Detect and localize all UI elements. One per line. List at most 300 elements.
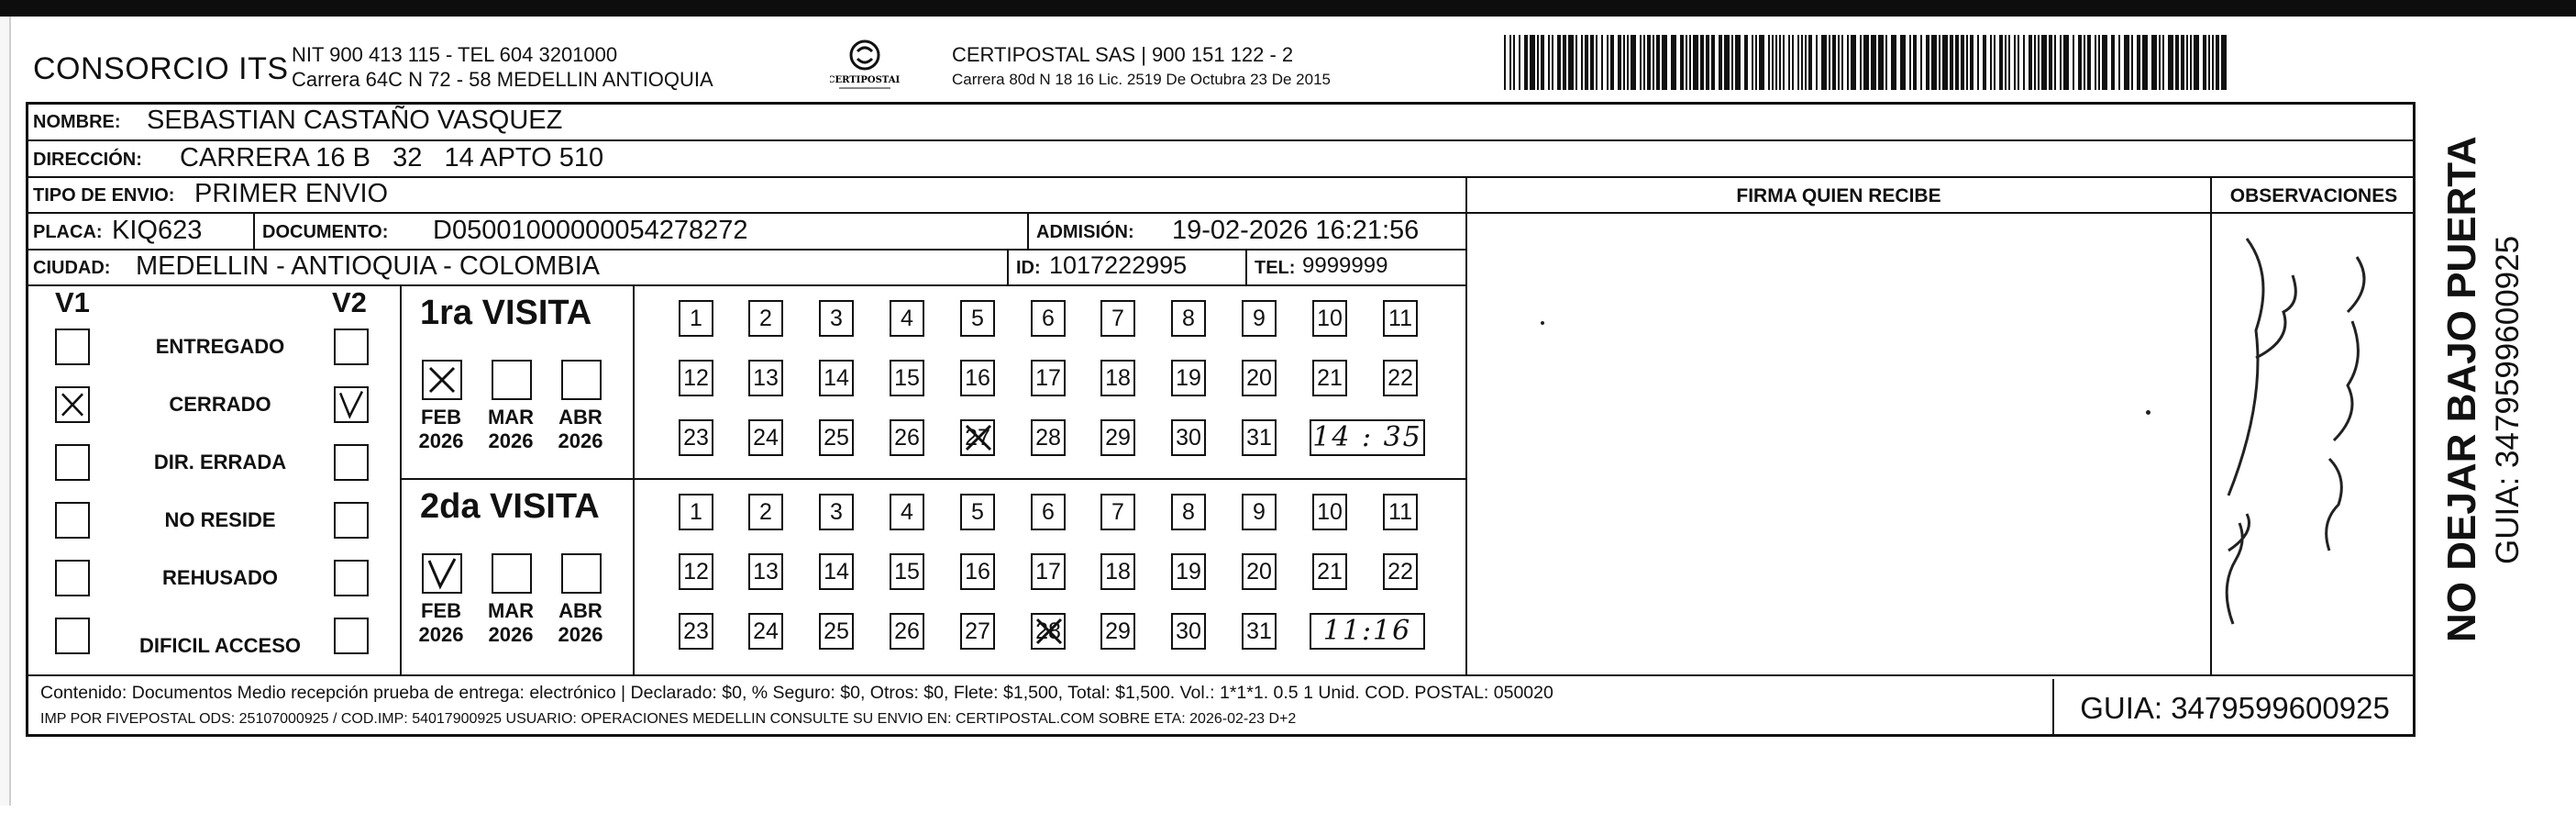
barcode-bar — [1656, 35, 1660, 90]
month-year: 2026 — [418, 429, 464, 452]
barcode-bar — [2087, 35, 2091, 90]
v1-checkbox[interactable] — [55, 560, 90, 596]
ciudad-label: CIUDAD: — [33, 258, 111, 278]
admission-datetime: 19-02-2026 16:21:56 — [1172, 216, 1420, 245]
signature-column-header: FIRMA QUIEN RECIBE — [1736, 185, 1941, 206]
rule — [26, 674, 2416, 676]
month-name: MAR — [487, 599, 535, 622]
barcode-bar — [2078, 35, 2082, 90]
observations-column-header: OBSERVACIONES — [2229, 185, 2398, 206]
day-box[interactable] — [1242, 613, 1277, 650]
barcode-bar — [2102, 35, 2107, 90]
barcode-bar — [2111, 35, 2115, 90]
day-number: 4 — [901, 306, 913, 331]
day-box[interactable] — [1171, 553, 1206, 590]
barcode-bar — [1983, 35, 1986, 90]
rule — [253, 212, 255, 249]
day-number: 1 — [690, 306, 702, 331]
status-label: DIR. ERRADA — [153, 451, 287, 473]
visit-time: 14 : 35 — [1310, 419, 1425, 456]
day-number: 23 — [683, 618, 709, 644]
day-box[interactable] — [1312, 494, 1347, 530]
id-label: ID: — [1016, 258, 1041, 278]
barcode-bar — [2175, 35, 2179, 90]
day-number: 26 — [894, 425, 920, 451]
day-number: 28 — [1035, 618, 1061, 644]
rule — [26, 212, 1465, 214]
day-box[interactable] — [679, 613, 713, 650]
day-box[interactable] — [1383, 494, 1418, 530]
day-number: 11 — [1388, 306, 1412, 331]
day-box[interactable] — [960, 613, 995, 650]
barcode-bar — [1977, 35, 1979, 90]
day-box[interactable] — [679, 494, 713, 530]
barcode-bar — [2095, 35, 2096, 90]
barcode-bar — [1860, 35, 1862, 90]
day-box[interactable] — [960, 360, 995, 396]
day-box[interactable] — [1383, 300, 1418, 337]
barcode-bar — [1913, 35, 1917, 90]
day-number: 13 — [753, 365, 779, 391]
day-number: 17 — [1035, 559, 1061, 585]
barcode-bar — [1779, 35, 1781, 90]
month-name: MAR — [487, 406, 535, 429]
barcode-bar — [2038, 35, 2040, 90]
recipient-address: CARRERA 16 B 32 14 APTO 510 — [180, 143, 604, 173]
barcode-bar — [1797, 35, 1799, 90]
day-box[interactable] — [1100, 613, 1135, 650]
day-number: 1 — [690, 499, 702, 525]
barcode-bar — [2041, 35, 2047, 90]
day-box[interactable] — [748, 494, 783, 530]
barcode-bar — [1970, 35, 1973, 90]
nit-line: NIT 900 413 115 - TEL 604 3201000 — [292, 43, 618, 66]
month-checkbox[interactable] — [422, 360, 462, 400]
barcode-bar — [1731, 35, 1733, 90]
day-box[interactable] — [960, 494, 995, 530]
barcode-bar — [1885, 35, 1887, 90]
barcode-bar — [1961, 35, 1964, 90]
day-box[interactable] — [960, 419, 995, 456]
day-number: 22 — [1388, 559, 1413, 585]
barcode-bar — [1788, 35, 1790, 90]
barcode-bar — [1990, 35, 1992, 90]
v1-checkbox[interactable] — [55, 386, 90, 423]
barcode-bar — [1926, 35, 1929, 90]
barcode-bar — [1724, 35, 1730, 90]
month-name: FEB — [421, 599, 461, 622]
company-info — [292, 42, 713, 97]
day-box[interactable] — [1312, 553, 1347, 590]
barcode-bar — [2194, 35, 2199, 90]
barcode-bar — [1821, 35, 1827, 90]
day-number: 25 — [824, 425, 849, 451]
day-box[interactable] — [1100, 300, 1135, 337]
day-cross-mark — [1031, 613, 1067, 651]
day-box[interactable] — [890, 419, 924, 456]
day-number: 19 — [1176, 365, 1201, 391]
barcode-bar — [2186, 35, 2188, 90]
month-year: 2026 — [558, 623, 603, 646]
day-number: 19 — [1176, 559, 1201, 585]
month-label — [409, 599, 473, 647]
day-box[interactable] — [1312, 300, 1347, 337]
barcode-bar — [1647, 35, 1651, 90]
barcode-bar — [1509, 35, 1511, 90]
barcode-bar — [1829, 35, 1830, 90]
barcode-bar — [1994, 35, 1996, 90]
rule — [26, 249, 1465, 251]
barcode-bar — [1610, 35, 1614, 90]
barcode-bar — [1627, 35, 1629, 90]
day-number: 15 — [894, 365, 920, 391]
day-box[interactable] — [1171, 613, 1206, 650]
day-number: 16 — [965, 365, 990, 391]
barcode-bar — [2118, 35, 2120, 90]
barcode-bar — [1900, 35, 1906, 90]
day-box[interactable] — [1242, 553, 1277, 590]
month-checkbox[interactable] — [561, 553, 602, 594]
day-box[interactable] — [1031, 613, 1066, 650]
day-box[interactable] — [1171, 494, 1206, 530]
day-number: 15 — [894, 559, 920, 585]
barcode-bar — [1775, 35, 1777, 90]
barcode-bar — [1680, 35, 1684, 90]
v2-checkbox[interactable] — [334, 618, 369, 654]
barcode-bar — [1847, 35, 1849, 90]
day-box[interactable] — [1031, 300, 1066, 337]
day-number: 18 — [1105, 365, 1131, 391]
barcode-bar — [1643, 35, 1645, 90]
barcode-bar — [2023, 35, 2025, 90]
day-box[interactable] — [819, 553, 854, 590]
day-box[interactable] — [819, 360, 854, 396]
v1-checkbox[interactable] — [55, 444, 90, 481]
ink-dot — [1541, 321, 1544, 325]
barcode-bar — [2137, 35, 2140, 90]
day-number: 29 — [1105, 425, 1131, 451]
v2-checkbox[interactable] — [334, 502, 369, 539]
day-number: 7 — [1111, 306, 1124, 331]
day-box[interactable] — [1100, 360, 1135, 396]
barcode-bar — [1752, 35, 1753, 90]
day-number: 10 — [1317, 306, 1343, 331]
day-number: 30 — [1176, 425, 1201, 451]
day-box[interactable] — [1312, 360, 1347, 396]
barcode-bar — [1838, 35, 1840, 90]
month-checkbox[interactable] — [561, 360, 602, 400]
day-box[interactable] — [960, 553, 995, 590]
barcode-bar — [1618, 35, 1621, 90]
day-number: 4 — [901, 499, 913, 525]
day-box[interactable] — [748, 300, 783, 337]
barcode-bar — [1735, 35, 1741, 90]
day-number: 9 — [1253, 499, 1266, 525]
month-year: 2026 — [488, 429, 534, 452]
courier-info — [952, 42, 1331, 97]
v2-checkbox[interactable] — [334, 560, 369, 596]
day-box[interactable] — [1031, 419, 1066, 456]
month-year: 2026 — [418, 623, 464, 646]
barcode-bar — [1706, 35, 1709, 90]
day-number: 18 — [1105, 559, 1131, 585]
month-checkbox[interactable] — [422, 553, 462, 594]
barcode-bar — [1744, 35, 1748, 90]
day-box[interactable] — [1100, 419, 1135, 456]
barcode-bar — [1530, 35, 1535, 90]
day-box[interactable] — [1242, 494, 1277, 530]
barcode-bar — [1596, 35, 1598, 90]
barcode-bar — [1955, 35, 1959, 90]
rule — [26, 284, 1465, 286]
barcode-bar — [1640, 35, 1642, 90]
barcode-bar — [2073, 35, 2074, 90]
rule — [1027, 212, 1029, 249]
day-box[interactable] — [819, 494, 854, 530]
top-border — [0, 0, 2576, 17]
day-box[interactable] — [890, 300, 924, 337]
barcode-bar — [1942, 35, 1948, 90]
day-box[interactable] — [1100, 494, 1135, 530]
day-number: 30 — [1176, 618, 1201, 644]
day-box[interactable] — [1383, 553, 1418, 590]
day-box[interactable] — [1242, 419, 1277, 456]
day-box[interactable] — [748, 360, 783, 396]
plate-value: KIQ623 — [112, 216, 203, 245]
day-number: 27 — [965, 618, 990, 644]
day-number: 28 — [1035, 425, 1061, 451]
day-number: 8 — [1182, 306, 1195, 331]
visit-time: 11:16 — [1310, 613, 1425, 650]
shipment-type: PRIMER ENVIO — [194, 179, 389, 208]
barcode-bar — [1585, 35, 1588, 90]
day-box[interactable] — [890, 613, 924, 650]
day-box[interactable] — [679, 553, 713, 590]
id-value: 1017222995 — [1049, 251, 1188, 279]
barcode-bar — [2063, 35, 2069, 90]
barcode-bar — [2054, 35, 2056, 90]
day-number: 12 — [683, 365, 709, 391]
side-tracking-number: GUIA: 3479599600925 — [2490, 235, 2526, 564]
barcode-bar — [2014, 35, 2016, 90]
tipo-envio-label: TIPO DE ENVIO: — [33, 185, 175, 206]
barcode-bar — [1805, 35, 1807, 90]
v1-checkbox[interactable] — [55, 618, 90, 654]
month-name: FEB — [421, 406, 461, 429]
placa-label: PLACA: — [33, 222, 103, 242]
barcode-bar — [1575, 35, 1577, 90]
barcode-bar — [1671, 35, 1676, 90]
month-label — [548, 599, 613, 647]
tel-value: 9999999 — [1302, 253, 1388, 278]
month-label — [409, 406, 473, 453]
rule — [26, 176, 2416, 178]
barcode-bar — [1601, 35, 1603, 90]
day-box[interactable] — [1100, 553, 1135, 590]
barcode-bar — [1590, 35, 1594, 90]
barcode-bar — [2151, 35, 2157, 90]
day-number: 3 — [830, 499, 843, 525]
day-box[interactable] — [679, 419, 713, 456]
day-box[interactable] — [960, 300, 995, 337]
barcode-bar — [2216, 35, 2219, 90]
barcode-bar — [1871, 35, 1876, 90]
visit-title: 2da VISITA — [420, 487, 600, 526]
no-dejar-bajo-puerta: NO DEJAR BAJO PUERTA — [2439, 136, 2484, 642]
barcode-bar — [2203, 35, 2206, 90]
month-year: 2026 — [558, 429, 603, 452]
barcode-bar — [1519, 35, 1520, 90]
day-number: 31 — [1246, 425, 1272, 451]
v1-checkbox[interactable] — [55, 502, 90, 539]
month-label — [479, 599, 543, 647]
rule — [633, 284, 635, 674]
barcode-bar — [1755, 35, 1757, 90]
day-box[interactable] — [748, 613, 783, 650]
day-box[interactable] — [1242, 360, 1277, 396]
day-box[interactable] — [679, 300, 713, 337]
day-box[interactable] — [748, 553, 783, 590]
month-label — [479, 406, 543, 453]
barcode-bar — [1816, 35, 1818, 90]
barcode-bar — [1841, 35, 1843, 90]
v2-checkbox[interactable] — [334, 444, 369, 481]
barcode-bar — [1772, 35, 1774, 90]
day-box[interactable] — [1031, 360, 1066, 396]
day-box[interactable] — [679, 360, 713, 396]
barcode-bar — [1504, 35, 1506, 90]
company-name: CONSORCIO ITS — [33, 51, 289, 86]
day-number: 21 — [1317, 559, 1343, 585]
day-box[interactable] — [1031, 494, 1066, 530]
day-number: 3 — [830, 306, 843, 331]
barcode-bar — [1653, 35, 1654, 90]
barcode-bar — [1693, 35, 1698, 90]
barcode-bar — [1568, 35, 1574, 90]
v1-checkbox[interactable] — [55, 328, 90, 365]
month-label — [548, 406, 613, 453]
barcode-bar — [1548, 35, 1550, 90]
day-number: 11 — [1388, 499, 1412, 525]
day-box[interactable] — [1242, 300, 1277, 337]
barcode-bar — [1863, 35, 1869, 90]
barcode-bar — [1537, 35, 1539, 90]
status-label: DIFICIL ACCESO — [138, 634, 301, 657]
month-checkbox[interactable] — [492, 553, 532, 594]
barcode-bar — [1931, 35, 1937, 90]
barcode-bar — [1552, 35, 1553, 90]
barcode-bar — [1631, 35, 1636, 90]
barcode-bar — [1563, 35, 1566, 90]
day-number: 13 — [753, 559, 779, 585]
nombre-label: NOMBRE: — [33, 112, 121, 132]
barcode-bar — [1808, 35, 1812, 90]
barcode-bar — [2018, 35, 2019, 90]
tel-label: TEL: — [1255, 258, 1296, 278]
day-box[interactable] — [819, 300, 854, 337]
shipment-contents: Contenido: Documentos Medio recepción prueba de entrega: electrónico | Declarado: $0, % Seguro: $0, Otros: $0, Flete: $1,500, Total: $1,500. Vol.: 1*1*1. 0.5 1 Unid. COD. POSTAL: 050020 — [40, 683, 1553, 703]
day-box[interactable] — [819, 613, 854, 650]
day-number: 26 — [894, 618, 920, 644]
tracking-number: GUIA: 3479599600925 — [2052, 679, 2416, 737]
day-box[interactable] — [748, 419, 783, 456]
barcode-bar — [2005, 35, 2007, 90]
barcode-bar — [1939, 35, 1940, 90]
day-box[interactable] — [890, 494, 924, 530]
barcode-bar — [1999, 35, 2003, 90]
rule — [1465, 212, 2416, 214]
rule — [1465, 176, 1467, 674]
day-number: 24 — [753, 618, 779, 644]
barcode-bar — [2190, 35, 2192, 90]
day-number: 7 — [1111, 499, 1124, 525]
rule — [1245, 249, 1247, 284]
rule — [400, 284, 402, 674]
barcode-bar — [2142, 35, 2148, 90]
barcode-bar — [1832, 35, 1836, 90]
day-box[interactable] — [890, 553, 924, 590]
barcode-bar — [2029, 35, 2032, 90]
barcode-bar — [2221, 35, 2227, 90]
barcode-bar — [2181, 35, 2184, 90]
logo-text: CERTIPOSTAL — [830, 75, 900, 85]
v2-checkbox[interactable] — [334, 328, 369, 365]
month-year: 2026 — [488, 623, 534, 646]
barcode-bar — [1792, 35, 1794, 90]
barcode-bar — [1686, 35, 1687, 90]
status-label: ENTREGADO — [155, 335, 285, 358]
barcode-bar — [1719, 35, 1722, 90]
day-box[interactable] — [890, 360, 924, 396]
barcode-bar — [1851, 35, 1856, 90]
day-number: 12 — [683, 559, 709, 585]
day-number: 23 — [683, 425, 709, 451]
direccion-label: DIRECCIÓN: — [33, 150, 142, 170]
day-box[interactable] — [1383, 360, 1418, 396]
day-box[interactable] — [1171, 360, 1206, 396]
day-number: 24 — [753, 425, 779, 451]
barcode-bar — [1966, 35, 1968, 90]
day-box[interactable] — [819, 419, 854, 456]
barcode-bar — [1950, 35, 1953, 90]
day-box[interactable] — [1031, 553, 1066, 590]
day-number: 14 — [824, 365, 849, 391]
day-number: 16 — [965, 559, 990, 585]
barcode-bar — [2034, 35, 2036, 90]
barcode-bar — [1759, 35, 1764, 90]
day-box[interactable] — [1171, 419, 1206, 456]
barcode-bar — [1783, 35, 1785, 90]
day-number: 17 — [1035, 365, 1061, 391]
day-number: 2 — [759, 306, 772, 331]
barcode-bar — [1557, 35, 1561, 90]
barcode-bar — [2084, 35, 2085, 90]
v2-checkbox[interactable] — [334, 386, 369, 423]
month-checkbox[interactable] — [492, 360, 532, 400]
recipient-name: SEBASTIAN CASTAÑO VASQUEZ — [147, 106, 563, 135]
admision-label: ADMISIÓN: — [1036, 222, 1134, 242]
status-label: NO RESIDE — [164, 508, 276, 531]
barcode-bar — [1689, 35, 1691, 90]
status-label: REHUSADO — [162, 566, 278, 589]
month-name: ABR — [558, 406, 603, 429]
day-number: 10 — [1317, 499, 1343, 525]
day-number: 5 — [971, 499, 984, 525]
courier-address: Carrera 80d N 18 16 Lic. 2519 De Octubra 23 De 2015 — [952, 71, 1331, 88]
barcode-bar — [2168, 35, 2173, 90]
handwritten-signature — [2192, 220, 2412, 651]
day-box[interactable] — [1171, 300, 1206, 337]
